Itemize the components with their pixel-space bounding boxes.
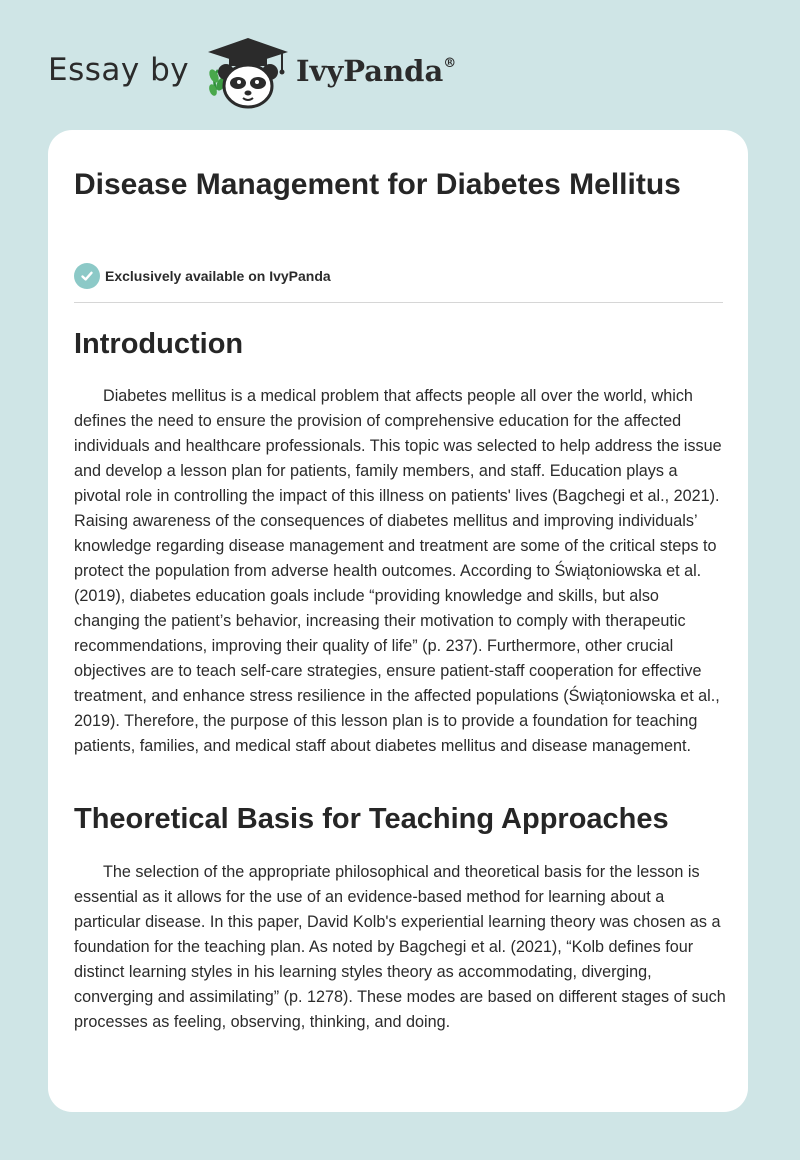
essay-card — [48, 130, 748, 1112]
essay-by-label: Essay by — [48, 52, 190, 88]
section-body-theoretical-basis: The selection of the appropriate philosophical and theoretical basis for the lesson is essential as it allows for the use of an evidence-based method for learning about a particular disease. In this paper, David Kolb's experiential learning theory was chosen as a foundation for the teaching plan. As noted by Bagchegi et al. (2021), “Kolb defines four distinct learning styles in his learning styles theory as accommodating, diverging, converging and assimilating” (p. 1278). These modes are based on different stages of such processes as feeling, observing, thinking, and doing. — [74, 863, 726, 1031]
section-heading-introduction: Introduction — [74, 328, 244, 360]
section-heading-theoretical-basis: Theoretical Basis for Teaching Approaches — [74, 803, 669, 835]
exclusive-badge — [74, 263, 331, 289]
section-body-introduction: Diabetes mellitus is a medical problem that affects people all over the world, which defines the need to ensure the provision of comprehensive education for the affected individuals and healthcare professionals. This topic was selected to help address the issue and develop a lesson plan for patients, family members, and staff. Education plays a pivotal role in controlling the impact of this illness on patients' lives (Bagchegi et al., 2021). Raising awareness of the consequences of diabetes mellitus and improving individuals’ knowledge regarding disease management and treatment are some of the critical steps to protect the population from adverse health outcomes. According to Świątoniowska et al. (2019), diabetes education goals include “providing knowledge and skills, but also changing the patient’s behavior, increasing their motivation to comply with therapeutic recommendations, improving their quality of life” (p. 237). Furthermore, other crucial objectives are to teach self-care strategies, ensure patient-staff cooperation for effective treatment, and enhance stress resilience in the affected populations (Świątoniowska et al., 2019). Therefore, the purpose of this lesson plan is to provide a foundation for teaching patients, families, and medical staff about diabetes mellitus and disease management. — [74, 387, 722, 755]
site-header — [48, 32, 548, 112]
title-divider — [74, 302, 723, 303]
page-title: Disease Management for Diabetes Mellitus — [74, 168, 681, 201]
check-circle-icon — [74, 263, 100, 289]
brand-logo-text[interactable]: IvyPanda® — [296, 54, 457, 88]
exclusive-badge-label: Exclusively available on IvyPanda — [105, 268, 331, 284]
registered-mark: ® — [443, 56, 457, 72]
panda-logo-icon[interactable] — [202, 32, 294, 112]
